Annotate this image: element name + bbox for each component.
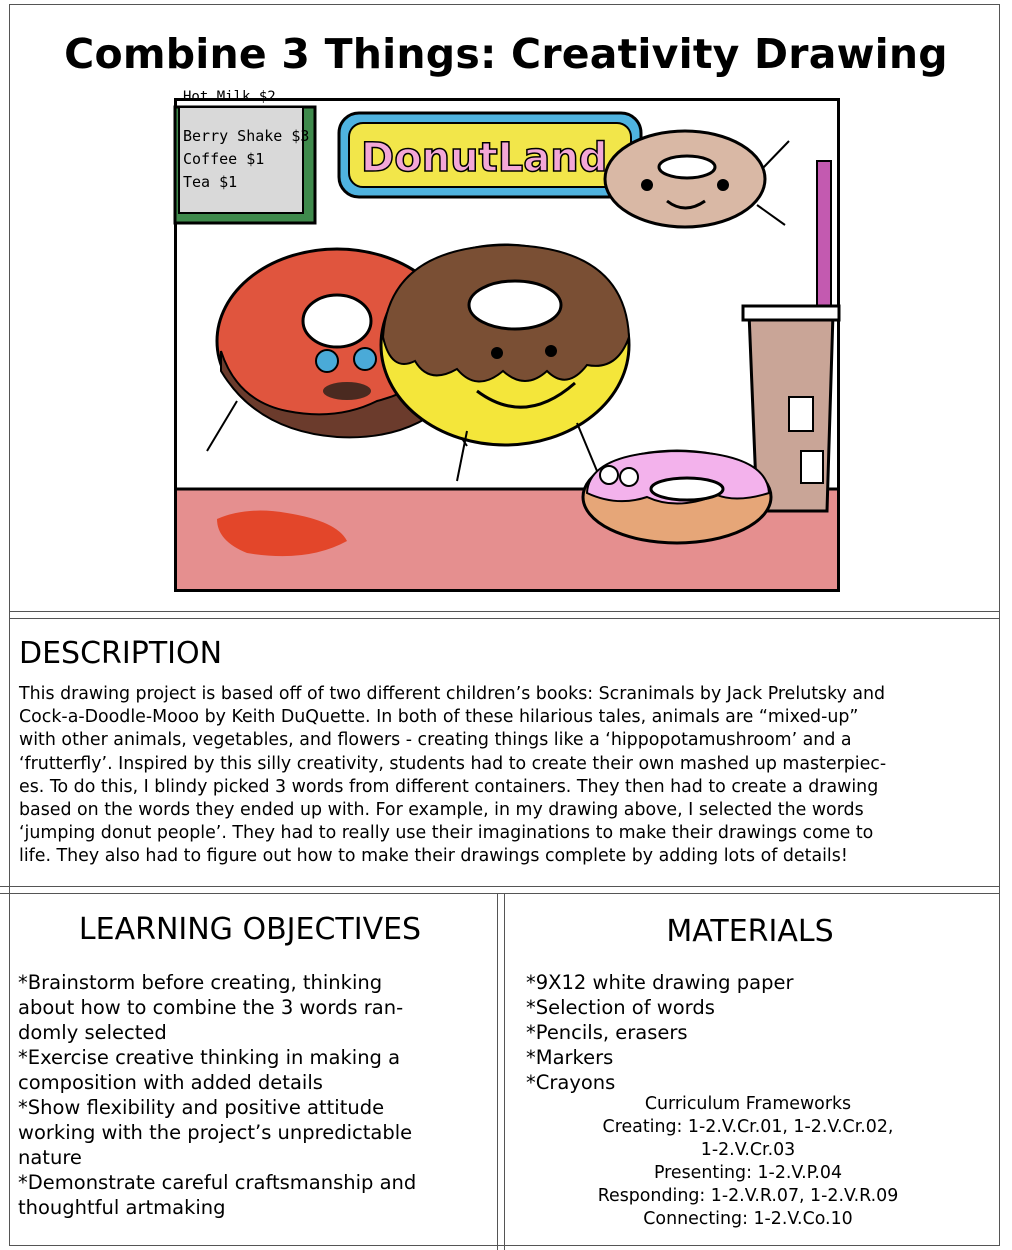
description-line: with other animals, vegetables, and flowers - creating things like a ‘hippopotamushroom’ and a: [19, 730, 852, 751]
description-line: Cock-a-Doodle-Mooo by Keith DuQuette. In both of these hilarious tales, animals are “mixed-up”: [19, 707, 859, 728]
menu-line: Tea $1: [183, 173, 238, 191]
curriculum-line: Presenting: 1-2.V.P.04: [653, 1163, 843, 1183]
donut-drawing: [174, 89, 840, 592]
divider-top: [9, 611, 1000, 612]
objective-line: working with the project’s unpredictable: [18, 1121, 413, 1144]
objective-line: thoughtful artmaking: [18, 1196, 226, 1219]
chocolate-donut: [381, 245, 629, 481]
material-item: *Selection of words: [526, 996, 715, 1019]
description-body: [19, 683, 991, 869]
divider-mid-2: [0, 893, 1000, 894]
description-heading: DESCRIPTION: [19, 636, 223, 671]
description-line: life. They also had to figure out how to make their drawings complete by adding lots of details!: [19, 846, 848, 867]
objectives-heading: LEARNING OBJECTIVES: [78, 912, 422, 947]
sign-text: DonutLand: [361, 135, 608, 181]
objective-line: *Exercise creative thinking in making a: [18, 1046, 401, 1069]
curriculum-heading: Curriculum Frameworks: [644, 1094, 852, 1114]
curriculum-line: Connecting: 1-2.V.Co.10: [643, 1209, 853, 1229]
curriculum-frameworks: [508, 1093, 988, 1231]
menu-line: Hot Milk $2: [183, 89, 276, 105]
description-line: based on the words they ended up with. For example, in my drawing above, I selected the words: [19, 800, 864, 821]
divider-top-2: [9, 618, 1000, 619]
curriculum-line: Creating: 1-2.V.Cr.01, 1-2.V.Cr.02,: [602, 1117, 894, 1137]
material-item: *Markers: [526, 1046, 614, 1069]
curriculum-line: Responding: 1-2.V.R.07, 1-2.V.R.09: [597, 1186, 899, 1206]
menu-line: Coffee $1: [183, 150, 265, 168]
objective-line: nature: [18, 1146, 82, 1169]
donutland-sign: [339, 113, 641, 197]
objective-line: composition with added details: [18, 1071, 323, 1094]
description-line: es. To do this, I blindy picked 3 words from different containers. They then had to create a drawing: [19, 776, 879, 797]
objective-line: *Demonstrate careful craftsmanship and: [18, 1171, 417, 1194]
flying-donut: [605, 131, 789, 227]
objective-line: domly selected: [18, 1021, 167, 1044]
material-item: *Pencils, erasers: [526, 1021, 688, 1044]
pink-donut: [583, 451, 771, 543]
curriculum-line: 1-2.V.Cr.03: [700, 1140, 796, 1160]
divider-mid: [0, 886, 1000, 887]
objective-line: about how to combine the 3 words ran-: [18, 996, 404, 1019]
description-line: ‘frutterfly’. Inspired by this silly creativity, students had to create their own mashed up masterpiec-: [19, 753, 887, 774]
drawing-illustration: [177, 89, 837, 589]
materials-heading: MATERIALS: [666, 914, 834, 949]
description-line: ‘jumping donut people’. They had to really use their imaginations to make their drawings come to: [19, 823, 874, 844]
menu-line: Berry Shake $3: [183, 127, 310, 145]
materials-list: [526, 970, 986, 1095]
objective-line: *Brainstorm before creating, thinking: [18, 971, 383, 994]
objectives-list: [18, 970, 488, 1220]
material-item: *9X12 white drawing paper: [526, 971, 794, 994]
menu-board: [175, 89, 315, 223]
drink-cup: [743, 161, 839, 511]
material-item: *Crayons: [526, 1071, 616, 1094]
page-title: Combine 3 Things: Creativity Drawing: [64, 30, 948, 78]
description-line: This drawing project is based off of two different children’s books: Scranimals by Jack Prelutsky and: [19, 684, 886, 704]
objective-line: *Show flexibility and positive attitude: [18, 1096, 385, 1119]
